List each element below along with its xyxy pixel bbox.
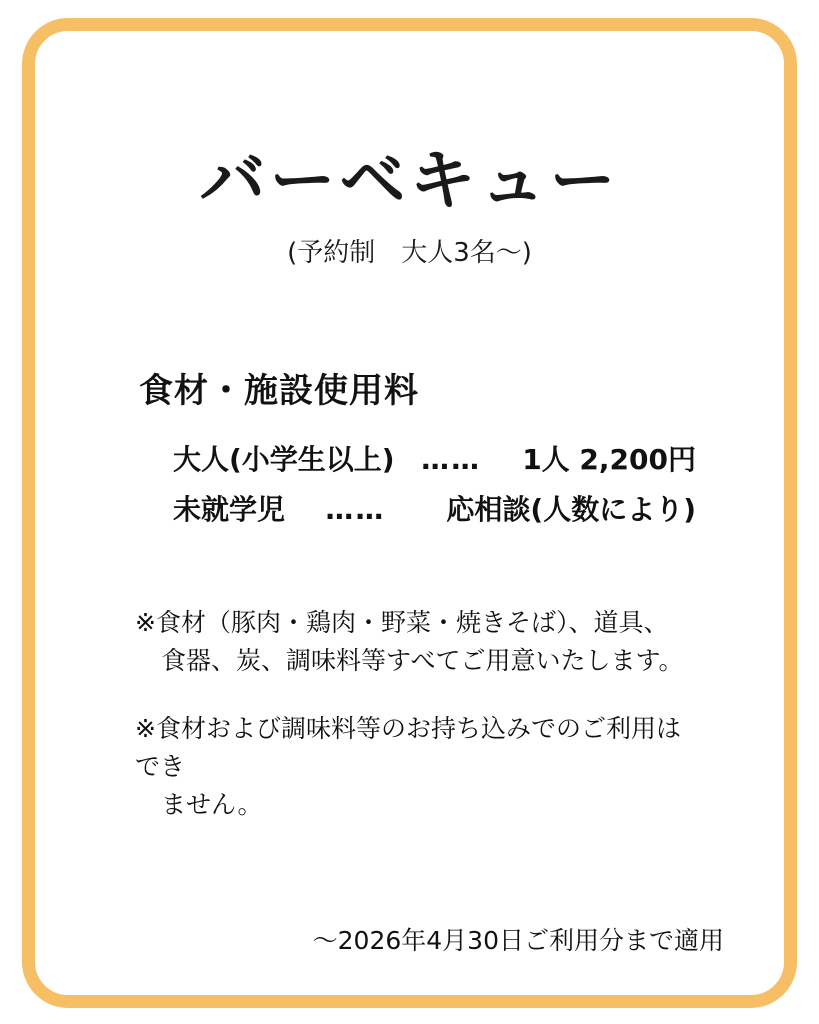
price-label: 大人(小学生以上) xyxy=(173,442,395,476)
price-label: 未就学児 xyxy=(173,492,286,526)
notes-block xyxy=(135,604,696,854)
poster-content xyxy=(35,31,784,995)
note-line: ※食材および調味料等のお持ち込みでのご利用はでき xyxy=(135,713,681,781)
layout-spacer xyxy=(83,854,736,921)
price-dots: …… xyxy=(421,442,482,476)
note-line: ※食材（豚肉・鶏肉・野菜・焼きそば）、道具、 xyxy=(135,607,669,637)
page-subtitle: (予約制 大人3名〜) xyxy=(287,237,532,268)
note-item xyxy=(135,710,696,824)
note-line: ません。 xyxy=(161,789,263,819)
price-dots: …… xyxy=(325,492,386,526)
price-value: 応相談(人数により) xyxy=(446,492,696,526)
section-heading: 食材・施設使用料 xyxy=(139,370,419,411)
price-row xyxy=(173,438,696,478)
validity-note: 〜2026年4月30日ご利用分まで適用 xyxy=(312,926,724,955)
price-value: 1人 2,200円 xyxy=(522,442,696,476)
price-table xyxy=(173,438,696,538)
poster-frame xyxy=(22,18,797,1008)
price-row xyxy=(173,488,696,528)
title-block xyxy=(83,142,736,269)
page-title: バーベキュー xyxy=(199,142,620,219)
note-line: 食器、炭、調味料等すべてご用意いたします。 xyxy=(161,645,684,675)
note-item xyxy=(135,604,696,680)
